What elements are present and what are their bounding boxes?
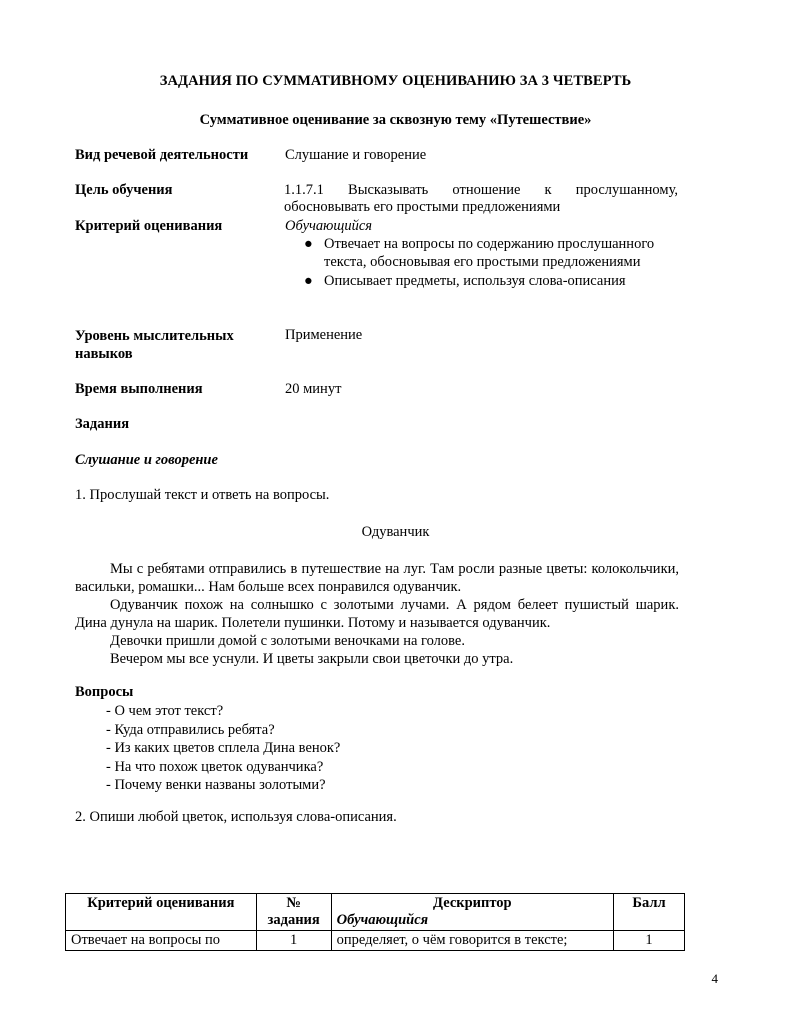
document-title: ЗАДАНИЯ ПО СУММАТИВНОМУ ОЦЕНИВАНИЮ ЗА 3 ЧЕТВЕРТЬ xyxy=(159,73,632,89)
header-descriptor-title: Дескриптор xyxy=(433,895,512,911)
criterion-label: Критерий оценивания xyxy=(75,218,223,234)
page-number: 4 xyxy=(711,971,718,986)
story-paragraph: Девочки пришли домой с золотыми веночками на голове. xyxy=(110,633,465,649)
question-item: - Из каких цветов сплела Дина венок? xyxy=(106,740,341,756)
activity-label: Вид речевой деятельности xyxy=(75,147,249,163)
question-item: - Почему венки названы золотыми? xyxy=(106,777,326,793)
criterion-bullet-text: Описывает предметы, используя слова-описания xyxy=(324,273,626,289)
header-task-number xyxy=(256,894,331,931)
question-item: - О чем этот текст? xyxy=(106,703,224,719)
table-header-row xyxy=(66,894,685,931)
criterion-bullet xyxy=(302,273,682,291)
assessment-table xyxy=(65,893,685,951)
criterion-bullet-list xyxy=(302,236,682,291)
story-paragraph: Вечером мы все уснули. И цветы закрыли свои цветочки до утра. xyxy=(110,651,514,667)
question-item: - На что похож цветок одуванчика? xyxy=(106,758,324,775)
row-score: 1 xyxy=(614,931,685,951)
goal-label: Цель обучения xyxy=(75,182,173,198)
table-row xyxy=(66,931,685,951)
story-title: Одуванчик xyxy=(361,524,430,540)
thinking-level-label: Уровень мыслительных навыков xyxy=(75,328,234,362)
goal-value: 1.1.7.1 Высказывать отношение к прослушанному, обосновывать его простыми предложениями xyxy=(284,182,678,215)
criterion-bullet xyxy=(302,236,682,271)
row-descriptor: определяет, о чём говорится в тексте; xyxy=(331,931,613,951)
questions-list xyxy=(106,702,340,795)
criterion-subject: Обучающийся xyxy=(285,218,373,234)
header-descriptor-subject: Обучающийся xyxy=(336,912,429,928)
header-task-number-line2: задания xyxy=(267,912,320,928)
tasks-heading: Задания xyxy=(75,416,130,432)
bullet-icon: ● xyxy=(304,236,313,252)
section-heading: Слушание и говорение xyxy=(75,452,218,468)
bullet-icon: ● xyxy=(304,273,313,289)
header-task-number-line1: № xyxy=(286,895,301,911)
question-item: - Куда отправились ребята? xyxy=(106,721,275,738)
activity-value: Слушание и говорение xyxy=(285,147,427,163)
time-label: Время выполнения xyxy=(75,381,203,397)
header-descriptor xyxy=(331,894,613,931)
story-paragraph: Мы с ребятами отправились в путешествие на луг. Там росли разные цветы: колокольчики, васильки, ромашки... Нам больше всех понравился одуванчик. xyxy=(75,561,679,595)
task-1: 1. Прослушай текст и ответь на вопросы. xyxy=(75,487,330,503)
story-paragraph: Одуванчик похож на солнышко с золотыми лучами. А рядом белеет пушистый шарик. Дина дунула на шарик. Полетели пушинки. Потому и называется одуванчик. xyxy=(75,597,679,631)
criterion-bullet-text: Отвечает на вопросы по содержанию прослушанного текста, обосновывая его простыми предложениями xyxy=(324,236,655,270)
thinking-level-value: Применение xyxy=(285,327,363,343)
header-criterion: Критерий оценивания xyxy=(66,894,257,931)
row-criterion: Отвечает на вопросы по xyxy=(66,931,257,951)
time-value: 20 минут xyxy=(285,381,342,397)
task-2: 2. Опиши любой цветок, используя слова-описания. xyxy=(75,809,397,825)
document-subtitle: Суммативное оценивание за сквозную тему «Путешествие» xyxy=(199,112,592,128)
row-task-number: 1 xyxy=(256,931,331,951)
story-text xyxy=(75,560,679,668)
header-score: Балл xyxy=(614,894,685,931)
questions-heading: Вопросы xyxy=(75,684,134,700)
